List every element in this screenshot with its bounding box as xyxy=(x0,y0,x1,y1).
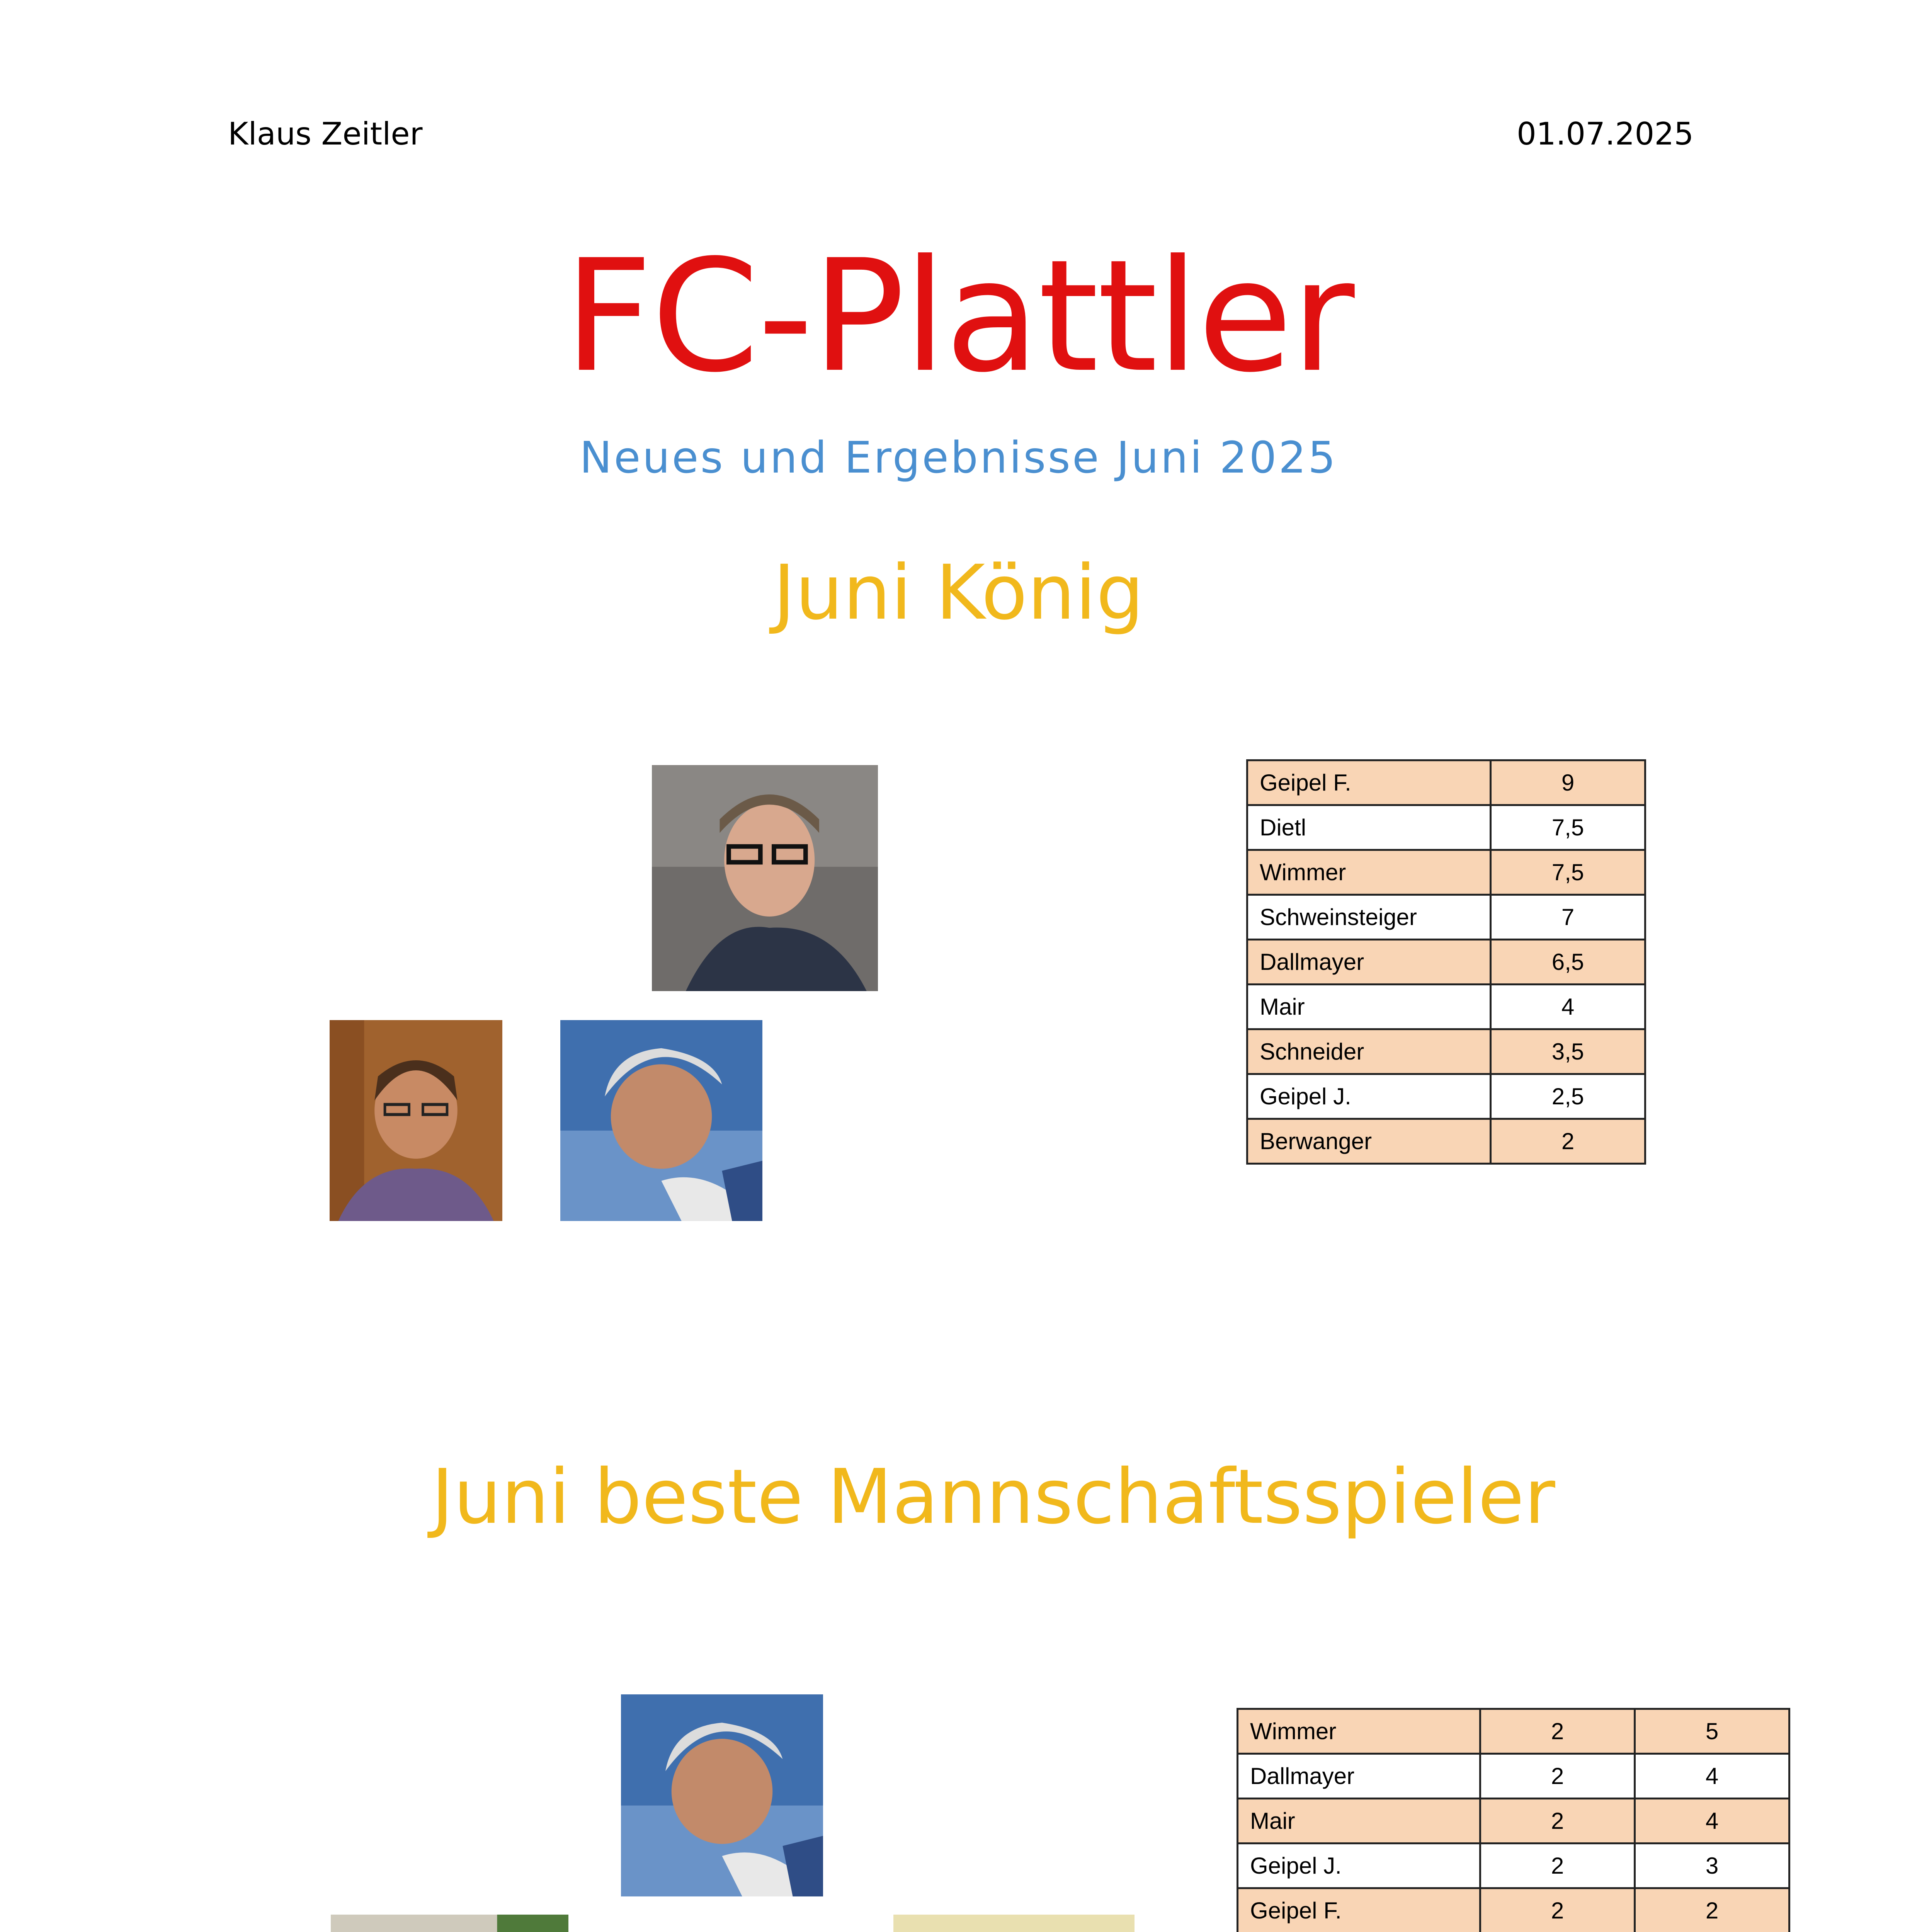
photo-third-place xyxy=(560,1020,762,1221)
value-cell: 2 xyxy=(1480,1888,1635,1932)
header-author: Klaus Zeitler xyxy=(228,116,423,152)
player-name-cell: Geipel J. xyxy=(1247,1074,1491,1119)
value-cell: 2 xyxy=(1480,1754,1635,1799)
mannschaftsspieler-table xyxy=(1237,1708,1790,1932)
table-row xyxy=(1247,850,1645,895)
section-heading-koenig: Juni König xyxy=(773,549,1144,636)
koenig-table xyxy=(1246,759,1646,1165)
player-name-cell: Dietl xyxy=(1247,805,1491,850)
page-title: FC-Plattler xyxy=(564,227,1353,406)
score-cell: 6,5 xyxy=(1491,940,1645,985)
score-cell: 2 xyxy=(1491,1119,1645,1164)
value-cell: 2 xyxy=(1635,1888,1789,1932)
score-cell: 4 xyxy=(1491,985,1645,1029)
player-name-cell: Berwanger xyxy=(1247,1119,1491,1164)
table-row xyxy=(1247,985,1645,1029)
player-name-cell: Dallmayer xyxy=(1247,940,1491,985)
score-cell: 7,5 xyxy=(1491,850,1645,895)
player-name-cell: Mair xyxy=(1238,1799,1480,1844)
table-row xyxy=(1238,1799,1789,1844)
photo-second-place xyxy=(330,1020,502,1221)
header-date: 01.07.2025 xyxy=(1517,116,1694,152)
player-name-cell: Geipel F. xyxy=(1247,760,1491,805)
table-row xyxy=(1247,940,1645,985)
table-row xyxy=(1247,1029,1645,1074)
value-cell: 2 xyxy=(1480,1799,1635,1844)
photo-team-first xyxy=(621,1694,823,1896)
player-name-cell: Schweinsteiger xyxy=(1247,895,1491,940)
value-cell: 4 xyxy=(1635,1799,1789,1844)
score-cell: 2,5 xyxy=(1491,1074,1645,1119)
table-row xyxy=(1238,1754,1789,1799)
section-heading-mannschaftsspieler: Juni beste Mannschaftsspieler xyxy=(431,1453,1555,1541)
table-row xyxy=(1247,895,1645,940)
table-row xyxy=(1247,1074,1645,1119)
table-row xyxy=(1247,760,1645,805)
value-cell: 4 xyxy=(1635,1754,1789,1799)
player-name-cell: Geipel J. xyxy=(1238,1844,1480,1888)
table-row xyxy=(1238,1709,1789,1754)
score-cell: 9 xyxy=(1491,760,1645,805)
player-name-cell: Geipel F. xyxy=(1238,1888,1480,1932)
score-cell: 7,5 xyxy=(1491,805,1645,850)
table-row xyxy=(1238,1888,1789,1932)
page-subtitle: Neues und Ergebnisse Juni 2025 xyxy=(579,433,1338,483)
value-cell: 2 xyxy=(1480,1844,1635,1888)
score-cell: 3,5 xyxy=(1491,1029,1645,1074)
player-name-cell: Dallmayer xyxy=(1238,1754,1480,1799)
photo-team-third xyxy=(893,1915,1135,1932)
value-cell: 5 xyxy=(1635,1709,1789,1754)
photo-first-place xyxy=(652,765,878,991)
value-cell: 2 xyxy=(1480,1709,1635,1754)
player-name-cell: Mair xyxy=(1247,985,1491,1029)
score-cell: 7 xyxy=(1491,895,1645,940)
player-name-cell: Schneider xyxy=(1247,1029,1491,1074)
table-row xyxy=(1247,805,1645,850)
player-name-cell: Wimmer xyxy=(1247,850,1491,895)
player-name-cell: Wimmer xyxy=(1238,1709,1480,1754)
value-cell: 3 xyxy=(1635,1844,1789,1888)
photo-team-second xyxy=(331,1915,568,1932)
table-row xyxy=(1247,1119,1645,1164)
table-row xyxy=(1238,1844,1789,1888)
